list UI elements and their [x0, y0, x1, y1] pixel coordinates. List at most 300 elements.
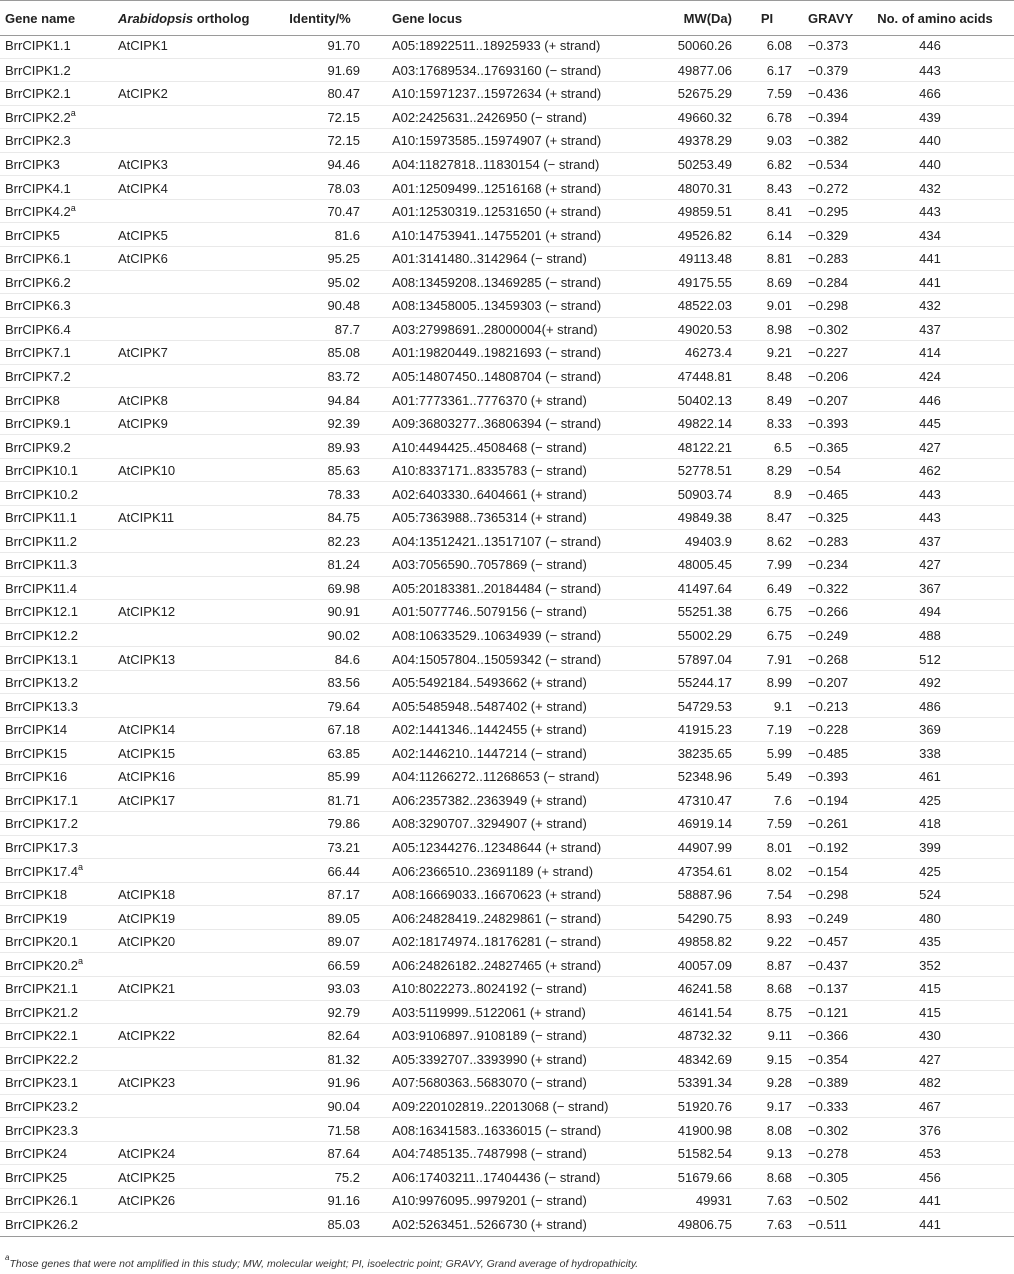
cell-ortholog-text: AtCIPK13: [118, 651, 176, 667]
cell-gene-locus-text: A06:2366510..23691189 (+ strand): [392, 863, 594, 879]
cell-gene-name-text: BrrCIPK8: [5, 392, 60, 408]
cell-gene-name: [5, 459, 115, 483]
cell-pi: [742, 530, 792, 554]
cell-gene-locus: [392, 765, 642, 789]
cell-gravy: [808, 1071, 888, 1095]
cell-mw-text: 48122.21: [677, 439, 732, 455]
cell-gene-locus-text: A03:9106897..9108189 (− strand): [392, 1028, 587, 1044]
cell-amino-acids-text: 456: [919, 1169, 941, 1185]
table-row: [0, 1000, 1014, 1025]
cell-identity-text: 85.08: [327, 345, 360, 361]
cell-gravy-text: −0.325: [808, 510, 849, 526]
cell-identity: [268, 176, 360, 200]
cell-identity: [268, 812, 360, 836]
cell-amino-acids-text: 440: [919, 133, 941, 149]
cell-mw-text: 55244.17: [677, 675, 732, 691]
cell-pi: [742, 200, 792, 224]
cell-identity: [268, 388, 360, 412]
cell-ortholog-text: AtCIPK26: [118, 1193, 176, 1209]
cell-gravy: [808, 129, 888, 153]
cell-ortholog: [118, 647, 268, 671]
cell-identity: [268, 435, 360, 459]
cell-mw: [632, 1213, 732, 1237]
cell-gene-name: [5, 812, 115, 836]
table-row: [0, 952, 1014, 977]
cell-gene-name: [5, 435, 115, 459]
cell-mw-text: 50253.49: [677, 157, 732, 173]
cell-gene-name-text: BrrCIPK12.2: [5, 628, 78, 644]
cell-identity-text: 90.02: [327, 628, 360, 644]
cell-gravy: [808, 953, 888, 977]
cell-ortholog-text: AtCIPK25: [118, 1169, 176, 1185]
cell-pi: [742, 718, 792, 742]
cell-pi: [742, 1001, 792, 1025]
cell-amino-acids: [900, 223, 960, 247]
cell-gravy-text: −0.365: [808, 439, 849, 455]
cell-gene-locus: [392, 812, 642, 836]
cell-identity: [268, 1142, 360, 1166]
table-row: [0, 576, 1014, 601]
cell-mw-text: 44907.99: [677, 839, 732, 855]
cell-amino-acids-text: 415: [919, 1004, 941, 1020]
cell-gene-name: [5, 906, 115, 930]
cell-ortholog-text: AtCIPK5: [118, 227, 168, 243]
footnote-marker: a: [5, 1252, 10, 1262]
cell-gene-name-text: BrrCIPK1.2: [5, 62, 71, 78]
cell-gene-name-text: BrrCIPK2.1: [5, 86, 71, 102]
cell-pi: [742, 930, 792, 954]
table-row: [0, 788, 1014, 813]
cell-identity-text: 94.84: [327, 392, 360, 408]
table-row: [0, 1047, 1014, 1072]
cell-pi-text: 9.17: [766, 1099, 792, 1115]
cell-gene-locus-text: A01:7773361..7776370 (+ strand): [392, 392, 587, 408]
cell-mw: [632, 318, 732, 342]
cell-mw-text: 49113.48: [678, 251, 732, 267]
cell-gravy: [808, 153, 888, 177]
cell-gene-locus-text: A01:12530319..12531650 (+ strand): [392, 204, 602, 220]
cell-mw: [632, 1024, 732, 1048]
cell-identity-text: 83.72: [327, 368, 360, 384]
table-row: [0, 1023, 1014, 1048]
cell-mw-text: 49931: [695, 1193, 732, 1209]
cell-gene-locus-text: A05:5485948..5487402 (+ strand): [392, 698, 587, 714]
cell-mw: [632, 34, 732, 58]
cell-gene-name: [5, 294, 115, 318]
cell-identity-text: 81.71: [327, 792, 360, 808]
cell-amino-acids: [900, 977, 960, 1001]
cell-gene-name: [5, 1213, 115, 1237]
cell-pi-text: 6.08: [766, 38, 792, 54]
cell-amino-acids: [900, 906, 960, 930]
cell-gene-locus-text: A08:16341583..16336015 (− strand): [392, 1122, 602, 1138]
cell-gene-name-text: BrrCIPK7.2: [5, 368, 71, 384]
cell-amino-acids: [900, 742, 960, 766]
cell-gravy-text: −0.485: [808, 745, 849, 761]
cell-identity-text: 81.6: [334, 227, 360, 243]
cell-gene-name: [5, 1165, 115, 1189]
cell-gravy-text: −0.206: [808, 368, 849, 384]
cell-pi-text: 7.63: [766, 1193, 792, 1209]
cell-mw-text: 47354.61: [677, 863, 732, 879]
cell-identity: [268, 459, 360, 483]
cell-ortholog-text: AtCIPK6: [118, 251, 168, 267]
cell-identity-text: 80.47: [327, 86, 360, 102]
cell-gene-name: [5, 836, 115, 860]
table-row: [0, 81, 1014, 106]
cell-ortholog: [118, 153, 268, 177]
cell-gravy: [808, 435, 888, 459]
table-row: [0, 222, 1014, 247]
cell-gene-locus-text: A02:18174974..18176281 (− strand): [392, 934, 602, 950]
cell-gene-locus-text: A01:5077746..5079156 (− strand): [392, 604, 587, 620]
cell-pi: [742, 106, 792, 130]
cell-ortholog-text: AtCIPK24: [118, 1146, 176, 1162]
cell-ortholog: [118, 577, 268, 601]
cell-gene-name: [5, 930, 115, 954]
cell-amino-acids: [900, 153, 960, 177]
cell-identity-text: 93.03: [327, 981, 360, 997]
cell-gene-name-text: BrrCIPK13.2: [5, 675, 78, 691]
table-row: [0, 1164, 1014, 1189]
cell-identity: [268, 153, 360, 177]
cell-gene-locus: [392, 930, 642, 954]
cell-pi-text: 8.93: [766, 910, 792, 926]
cell-gravy: [808, 247, 888, 271]
cell-identity-text: 90.48: [327, 298, 360, 314]
cell-mw-text: 48522.03: [677, 298, 732, 314]
cell-amino-acids: [900, 930, 960, 954]
cell-pi-text: 6.49: [766, 580, 792, 596]
cell-amino-acids-text: 439: [919, 109, 941, 125]
cell-identity: [268, 1165, 360, 1189]
cell-gene-locus-text: A09:220102819..22013068 (− strand): [392, 1099, 609, 1115]
cell-amino-acids: [900, 1024, 960, 1048]
cell-gene-locus: [392, 294, 642, 318]
cell-amino-acids-text: 427: [919, 439, 941, 455]
cell-pi-text: 8.43: [766, 180, 792, 196]
cell-pi: [742, 694, 792, 718]
cell-gravy: [808, 694, 888, 718]
cell-mw-text: 46141.54: [677, 1004, 732, 1020]
table-row: [0, 1188, 1014, 1213]
table-row: [0, 1212, 1014, 1237]
cell-gene-name: [5, 1071, 115, 1095]
cell-mw-text: 49175.55: [677, 274, 732, 290]
cell-gene-locus: [392, 530, 642, 554]
table-row: [0, 246, 1014, 271]
cell-amino-acids: [900, 883, 960, 907]
cell-gene-locus-text: A09:36803277..36806394 (− strand): [392, 416, 602, 432]
cell-ortholog: [118, 742, 268, 766]
table-header: [0, 0, 1014, 36]
cell-pi-text: 9.11: [767, 1028, 792, 1044]
cell-pi: [742, 1213, 792, 1237]
cell-ortholog-text: AtCIPK21: [118, 981, 176, 997]
cell-identity: [268, 977, 360, 1001]
cell-gravy: [808, 223, 888, 247]
table-row: [0, 741, 1014, 766]
cell-gene-locus: [392, 247, 642, 271]
table-row: [0, 858, 1014, 883]
table-row: [0, 175, 1014, 200]
cell-gene-name: BrrCIPK4.2 $^a$: [5, 202, 76, 220]
cell-gene-name-text: BrrCIPK9.1: [5, 416, 71, 432]
cell-gene-locus: [392, 435, 642, 459]
cell-pi: [742, 812, 792, 836]
cell-gene-name: [5, 34, 115, 58]
cell-amino-acids-text: 437: [919, 321, 941, 337]
cell-amino-acids-text: 338: [919, 745, 941, 761]
cell-gene-locus: [392, 129, 642, 153]
cell-pi-text: 9.1: [773, 698, 792, 714]
cell-amino-acids: [900, 812, 960, 836]
table-row: [0, 764, 1014, 789]
cell-identity: [268, 1118, 360, 1142]
cell-mw: [632, 906, 732, 930]
cell-pi: [742, 294, 792, 318]
cell-ortholog-text: AtCIPK14: [118, 722, 176, 738]
cell-ortholog-text: AtCIPK2: [118, 86, 168, 102]
cell-mw: [632, 859, 732, 883]
cell-gene-name: [5, 789, 115, 813]
cell-identity: [268, 1095, 360, 1119]
cell-gene-locus: [392, 106, 642, 130]
cell-identity-text: 78.33: [327, 486, 360, 502]
cell-amino-acids: [900, 1189, 960, 1213]
cell-pi-text: 9.03: [766, 133, 792, 149]
cell-identity-text: 81.24: [327, 557, 360, 573]
cell-ortholog: [118, 836, 268, 860]
cell-mw: [632, 836, 732, 860]
cell-amino-acids-text: 352: [919, 957, 941, 973]
cell-gene-name: [5, 1142, 115, 1166]
cell-gravy: [808, 859, 888, 883]
cell-identity: [268, 647, 360, 671]
cell-gravy-text: −0.268: [808, 651, 849, 667]
table-bottom-rule: [0, 1236, 1014, 1237]
cell-gravy: [808, 742, 888, 766]
cell-gravy-text: −0.194: [808, 792, 849, 808]
cell-gene-locus-text: A06:24828419..24829861 (− strand): [392, 910, 602, 926]
table-row: [0, 717, 1014, 742]
cell-gravy: [808, 388, 888, 412]
cell-pi-text: 7.19: [766, 722, 792, 738]
table-row: [0, 1117, 1014, 1142]
cell-amino-acids-text: 441: [919, 251, 941, 267]
cell-pi: [742, 223, 792, 247]
cell-gene-locus-text: A05:20183381..20184484 (− strand): [392, 580, 602, 596]
header-pi: PI: [760, 10, 774, 26]
cell-amino-acids: [900, 412, 960, 436]
cell-pi-text: 8.33: [766, 416, 792, 432]
cell-gene-name-text: BrrCIPK21.1: [5, 981, 78, 997]
cell-pi: [742, 82, 792, 106]
cell-pi-text: 9.22: [766, 934, 792, 950]
cell-amino-acids-text: 432: [919, 180, 941, 196]
cell-identity-text: 87.7: [334, 321, 360, 337]
cell-pi: [742, 577, 792, 601]
cell-identity: [268, 247, 360, 271]
cell-gene-name: [5, 176, 115, 200]
cell-ortholog: [118, 412, 268, 436]
cell-mw-text: 48342.69: [677, 1051, 732, 1067]
cell-pi-text: 8.47: [766, 510, 792, 526]
cell-gravy-text: −0.437: [808, 957, 849, 973]
cell-identity: [268, 1213, 360, 1237]
cell-ortholog: [118, 294, 268, 318]
cell-pi-text: 7.59: [766, 816, 792, 832]
cell-pi-text: 8.08: [766, 1122, 792, 1138]
cell-ortholog: [118, 59, 268, 83]
cell-gene-name: [5, 318, 115, 342]
cell-ortholog-text: AtCIPK3: [118, 157, 168, 173]
cell-gene-locus-text: A06:24826182..24827465 (+ strand): [392, 957, 602, 973]
cell-identity: [268, 859, 360, 883]
cell-gravy-text: −0.234: [808, 557, 849, 573]
table-row: [0, 152, 1014, 177]
cell-amino-acids: [900, 600, 960, 624]
cell-mw-text: 47448.81: [677, 368, 732, 384]
cell-gravy-text: −0.227: [808, 345, 849, 361]
cell-amino-acids-text: 488: [919, 628, 941, 644]
cell-gravy-text: −0.382: [808, 133, 849, 149]
cell-identity-text: 89.05: [327, 910, 360, 926]
cell-mw-text: 41497.64: [677, 580, 732, 596]
cell-gene-locus: [392, 883, 642, 907]
cell-gravy-text: −0.329: [808, 227, 849, 243]
cell-gravy-text: −0.207: [808, 392, 849, 408]
cell-gene-locus-text: A05:7363988..7365314 (+ strand): [392, 510, 587, 526]
cell-identity: [268, 294, 360, 318]
cell-gene-name-text: BrrCIPK5: [5, 227, 60, 243]
table-row: [0, 670, 1014, 695]
cell-pi-text: 8.02: [766, 863, 792, 879]
cell-gene-locus: [392, 223, 642, 247]
cell-mw-text: 50903.74: [677, 486, 732, 502]
cell-identity: [268, 106, 360, 130]
cell-mw-text: 49806.75: [677, 1216, 732, 1232]
cell-amino-acids: [900, 34, 960, 58]
cell-mw: [632, 600, 732, 624]
cell-identity-text: 71.58: [327, 1122, 360, 1138]
table-row: [0, 835, 1014, 860]
cell-mw: [632, 153, 732, 177]
table-row: [0, 623, 1014, 648]
table-row: [0, 1141, 1014, 1166]
cell-gravy-text: −0.373: [808, 38, 849, 54]
cell-gravy-text: −0.261: [808, 816, 849, 832]
cell-gene-name: [5, 977, 115, 1001]
cell-amino-acids: [900, 1118, 960, 1142]
cell-mw: [632, 1165, 732, 1189]
cell-pi-text: 6.14: [766, 227, 792, 243]
cell-identity: [268, 906, 360, 930]
cell-gravy: [808, 883, 888, 907]
cell-gene-name: BrrCIPK17.4 $^a$: [5, 862, 83, 879]
cell-ortholog-text: AtCIPK9: [118, 416, 168, 432]
cell-amino-acids: [900, 247, 960, 271]
cell-gene-name-text: BrrCIPK26.1: [5, 1193, 78, 1209]
cell-mw-text: 47310.47: [677, 792, 732, 808]
cell-amino-acids-text: 399: [919, 839, 941, 855]
cell-amino-acids: [900, 530, 960, 554]
cell-identity: [268, 530, 360, 554]
cell-identity: [268, 1024, 360, 1048]
cell-ortholog: [118, 906, 268, 930]
cell-gene-name-text: BrrCIPK20.1: [5, 934, 78, 950]
cell-amino-acids-text: 435: [919, 934, 941, 950]
cell-gravy-text: −0.393: [808, 416, 849, 432]
cell-gene-name-text: BrrCIPK4.1: [5, 180, 71, 196]
cell-mw-text: 49822.14: [677, 416, 732, 432]
cell-gravy-text: −0.228: [808, 722, 849, 738]
cell-amino-acids: [900, 294, 960, 318]
cell-ortholog: [118, 953, 268, 977]
cell-pi-text: 7.99: [766, 557, 792, 573]
cell-ortholog: [118, 553, 268, 577]
cell-gene-name: [5, 129, 115, 153]
cell-pi: [742, 129, 792, 153]
cell-gene-name-text: BrrCIPK14: [5, 722, 68, 738]
table-row: [0, 199, 1014, 224]
cell-ortholog-text: AtCIPK4: [118, 180, 168, 196]
cell-mw: [632, 435, 732, 459]
cell-mw-text: 58887.96: [677, 887, 732, 903]
cell-identity-text: 66.44: [327, 863, 360, 879]
cell-gravy: [808, 577, 888, 601]
cell-amino-acids-text: 494: [919, 604, 941, 620]
cell-gene-locus-text: A03:27998691..28000004(+ strand): [392, 321, 598, 337]
cell-identity-text: 89.07: [327, 934, 360, 950]
cell-amino-acids-text: 424: [919, 368, 941, 384]
cell-gravy-text: −0.457: [808, 934, 849, 950]
cell-gene-name: [5, 365, 115, 389]
cell-identity-text: 85.99: [327, 769, 360, 785]
cell-gravy: [808, 624, 888, 648]
cell-mw: [632, 742, 732, 766]
cell-identity-text: 87.64: [327, 1146, 360, 1162]
cell-amino-acids: [900, 106, 960, 130]
cell-ortholog: [118, 718, 268, 742]
cell-ortholog-text: AtCIPK10: [118, 463, 176, 479]
cell-gene-name-text: BrrCIPK17.4: [5, 863, 78, 879]
cell-identity: [268, 1071, 360, 1095]
cell-amino-acids: [900, 482, 960, 506]
cell-ortholog-text: AtCIPK11: [118, 510, 175, 526]
cell-identity-text: 95.25: [327, 251, 360, 267]
cell-gravy: [808, 1024, 888, 1048]
cell-gene-locus-text: A08:10633529..10634939 (− strand): [392, 628, 602, 644]
cell-gravy: [808, 789, 888, 813]
cell-pi: [742, 624, 792, 648]
cell-identity-text: 79.86: [327, 816, 360, 832]
cell-gene-locus: [392, 1213, 642, 1237]
cell-gene-locus: [392, 953, 642, 977]
cell-ortholog: [118, 365, 268, 389]
cell-gene-locus-text: A05:3392707..3393990 (+ strand): [392, 1051, 587, 1067]
cell-amino-acids: [900, 318, 960, 342]
cell-gene-name-text: BrrCIPK6.3: [5, 298, 71, 314]
cell-gene-name-text: BrrCIPK12.1: [5, 604, 78, 620]
cell-amino-acids: [900, 1142, 960, 1166]
cell-gene-locus-text: A06:2357382..2363949 (+ strand): [392, 792, 587, 808]
cell-pi: [742, 977, 792, 1001]
cell-identity-text: 91.16: [327, 1193, 360, 1209]
cell-mw: [632, 1142, 732, 1166]
cell-pi: [742, 1142, 792, 1166]
cell-gene-name-text: BrrCIPK10.1: [5, 463, 78, 479]
